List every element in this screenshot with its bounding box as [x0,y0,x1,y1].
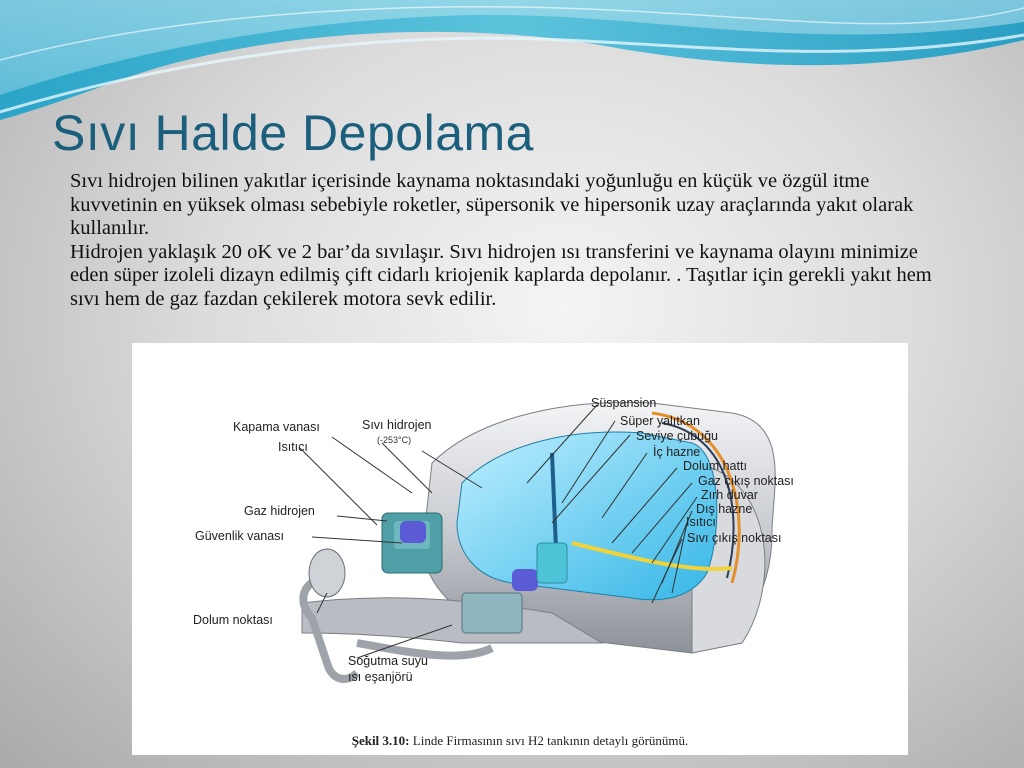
caption-label: Şekil 3.10: [351,733,410,748]
label-isitici-left: Isıtıcı [278,440,308,454]
label-dis-hazne: Dış hazne [696,502,753,516]
label-dolum-hatti: Dolum hattı [683,459,747,473]
slide-title: Sıvı Halde Depolama [52,105,534,161]
paragraph-2: Hidrojen yaklaşık 20 oK ve 2 bar’da sıvılaşır. Sıvı hidrojen ısı transferini ve kaynama olayını minimize eden süper izoleli dizayn edilmiş çift cidarlı kriojenik kaplarda depolanır. . Taşıtlar için gerekli yakıt hem sıvı hem de gaz fazdan çekilerek motora sevk edilir. [70,240,932,310]
label-sivi-cikis: Sıvı çıkış noktası [687,531,782,545]
fill-point [309,549,345,597]
heat-exchanger [462,593,522,633]
paragraph-1: Sıvı hidrojen bilinen yakıtlar içerisinde kaynama noktasındaki yoğunluğu en küçük ve özgül itme kuvvetinin en yüksek olması sebebiyle roketler, süpersonik ve hipersonik uzay araçlarında yakıt olarak kullanılır. [70,170,914,239]
label-gaz-cikis: Gaz çıkış noktası [698,474,794,488]
label-sogutma-suyu-2: ısı eşanjörü [348,670,413,684]
label-isitici-right: Isıtıcı [686,515,716,529]
label-ic-hazne: İç hazne [653,445,701,459]
label-kapama-vanasi: Kapama vanası [233,420,320,434]
body-text [70,170,960,311]
label-guvenlik-vanasi: Güvenlik vanası [195,529,284,543]
tank-illustration [132,343,908,755]
purple-canister [400,521,426,543]
label-super-yalitkan: Süper yalıtkan [620,414,700,428]
label-dolum-noktasi: Dolum noktası [193,613,273,627]
label-sivi-hidrojen: Sıvı hidrojen [362,418,432,432]
figure-caption [132,733,908,749]
label-temperature: (-253°C) [377,435,412,445]
label-gaz-hidrojen: Gaz hidrojen [244,504,315,518]
label-zirh-duvar: Zırh duvar [701,488,758,502]
caption-text: Linde Firmasının sıvı H2 tankının detaylı görünümü. [409,733,689,748]
label-suspansion: Süspansion [591,396,657,410]
tank-diagram-figure [132,343,908,755]
label-sogutma-suyu-1: Soğutma suyu [348,654,428,668]
label-seviye-cubugu: Seviye çubuğu [636,429,719,443]
